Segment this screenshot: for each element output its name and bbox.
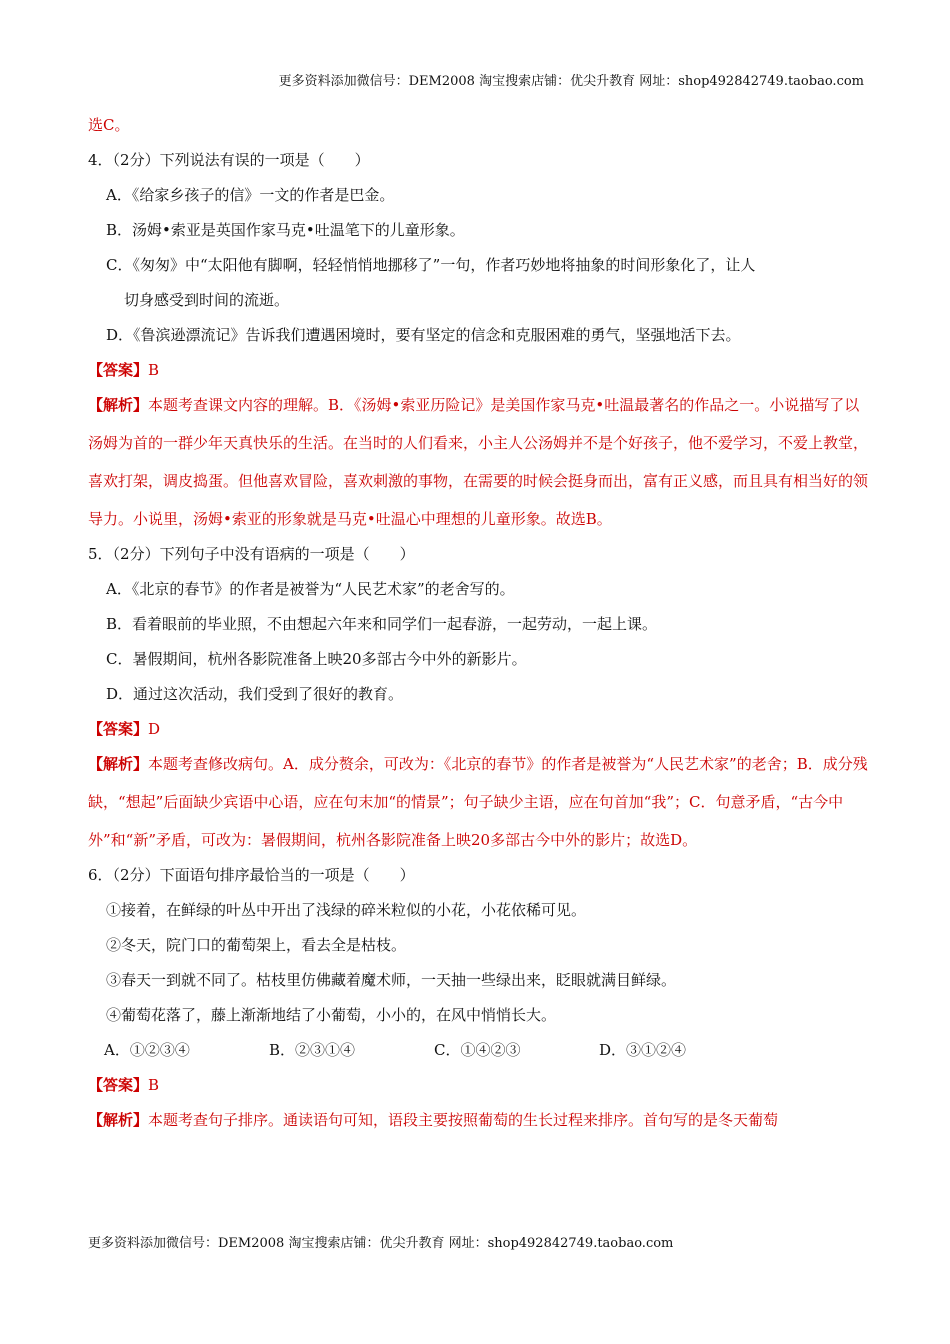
q4-option-b: B．汤姆•索亚是英国作家马克•吐温笔下的儿童形象。 [106,221,465,239]
q5-analysis-text: 本题考查修改病句。A．成分赘余，可改为：《北京的春节》的作者是被誉为“人民艺术家”的老舍；B．成分残缺，“想起”后面缺少宾语中心语，应在句末加“的情景”；句子缺少主语，应在句首加“我”；C．句意矛盾，“古今中外”和“新”矛盾，可改为：暑假期间，杭州各影院准备上映20多部古今中外的影片；故选D。 [88,755,868,849]
analysis-tag: 【解析】 [88,396,149,414]
q5-stem: 5．（2分）下列句子中没有语病的一项是（ ） [88,545,415,563]
q6-option-d: D．③①②④ [599,1041,687,1059]
q4-answer [88,360,868,380]
page-header: 更多资料添加微信号：DEM2008 淘宝搜索店铺：优尖升教育 网址：shop492842749.taobao.com [278,74,864,89]
answer-tag: 【答案】 [88,1076,149,1094]
q6-answer-value: B [148,1076,160,1094]
q6-option-b: B．②③①④ [269,1041,356,1059]
q4-option-a: A．《给家乡孩子的信》一文的作者是巴金。 [106,186,395,204]
q5-option-b: B．看着眼前的毕业照，不由想起六年来和同学们一起春游，一起劳动，一起上课。 [106,615,658,633]
q4-option-c-line2: 切身感受到时间的流逝。 [124,291,290,309]
q6-analysis [88,1110,868,1130]
analysis-tag: 【解析】 [88,1111,149,1129]
q4-stem: 4．（2分）下列说法有误的一项是（ ） [88,151,370,169]
q5-option-c: C．暑假期间，杭州各影院准备上映20多部古今中外的新影片。 [106,650,527,668]
q6-sentence-3: ③春天一到就不同了。枯枝里仿佛藏着魔术师，一天抽一些绿出来，眨眼就满目鲜绿。 [106,971,677,989]
previous-answer-tail: 选C。 [88,116,130,134]
q6-sentence-2: ②冬天，院门口的葡萄架上，看去全是枯枝。 [106,936,407,954]
q6-analysis-text: 本题考查句子排序。通读语句可知，语段主要按照葡萄的生长过程来排序。首句写的是冬天葡萄 [148,1111,779,1129]
q5-option-d: D．通过这次活动，我们受到了很好的教育。 [106,685,404,703]
q5-option-a: A．《北京的春节》的作者是被誉为“人民艺术家”的老舍写的。 [106,580,515,598]
q6-option-c: C．①④②③ [434,1041,521,1059]
q5-answer-value: D [148,720,161,738]
q6-stem: 6．（2分）下面语句排序最恰当的一项是（ ） [88,866,415,884]
page-footer: 更多资料添加微信号：DEM2008 淘宝搜索店铺：优尖升教育 网址：shop492842749.taobao.com [88,1236,674,1251]
document-body [88,115,868,1145]
q6-answer [88,1075,868,1095]
answer-tag: 【答案】 [88,720,149,738]
q6-sentence-1: ①接着，在鲜绿的叶丛中开出了浅绿的碎米粒似的小花，小花依稀可见。 [106,901,587,919]
q4-option-c-line1: C．《匆匆》中“太阳他有脚啊，轻轻悄悄地挪移了”一句，作者巧妙地将抽象的时间形象化了，让人 [106,256,756,274]
q5-analysis [88,745,868,859]
analysis-tag: 【解析】 [88,755,149,773]
q6-options [88,1040,868,1060]
answer-tag: 【答案】 [88,361,149,379]
q4-analysis [88,386,868,538]
q6-sentence-4: ④葡萄花落了，藤上渐渐地结了小葡萄，小小的，在风中悄悄长大。 [106,1006,557,1024]
q4-analysis-text: 本题考查课文内容的理解。B．《汤姆•索亚历险记》是美国作家马克•吐温最著名的作品之一。小说描写了以汤姆为首的一群少年天真快乐的生活。在当时的人们看来，小主人公汤姆并不是个好孩子，他不爱学习，不爱上教堂，喜欢打架，调皮捣蛋。但他喜欢冒险，喜欢刺激的事物，在需要的时候会挺身而出，富有正义感，而且具有相当好的领导力。小说里，汤姆•索亚的形象就是马克•吐温心中理想的儿童形象。故选B。 [88,396,869,528]
q4-answer-value: B [148,361,160,379]
q6-option-a: A．①②③④ [104,1041,190,1059]
q4-option-d: D．《鲁滨逊漂流记》告诉我们遭遇困境时，要有坚定的信念和克服困难的勇气，坚强地活下去。 [106,326,741,344]
q5-answer [88,719,868,739]
